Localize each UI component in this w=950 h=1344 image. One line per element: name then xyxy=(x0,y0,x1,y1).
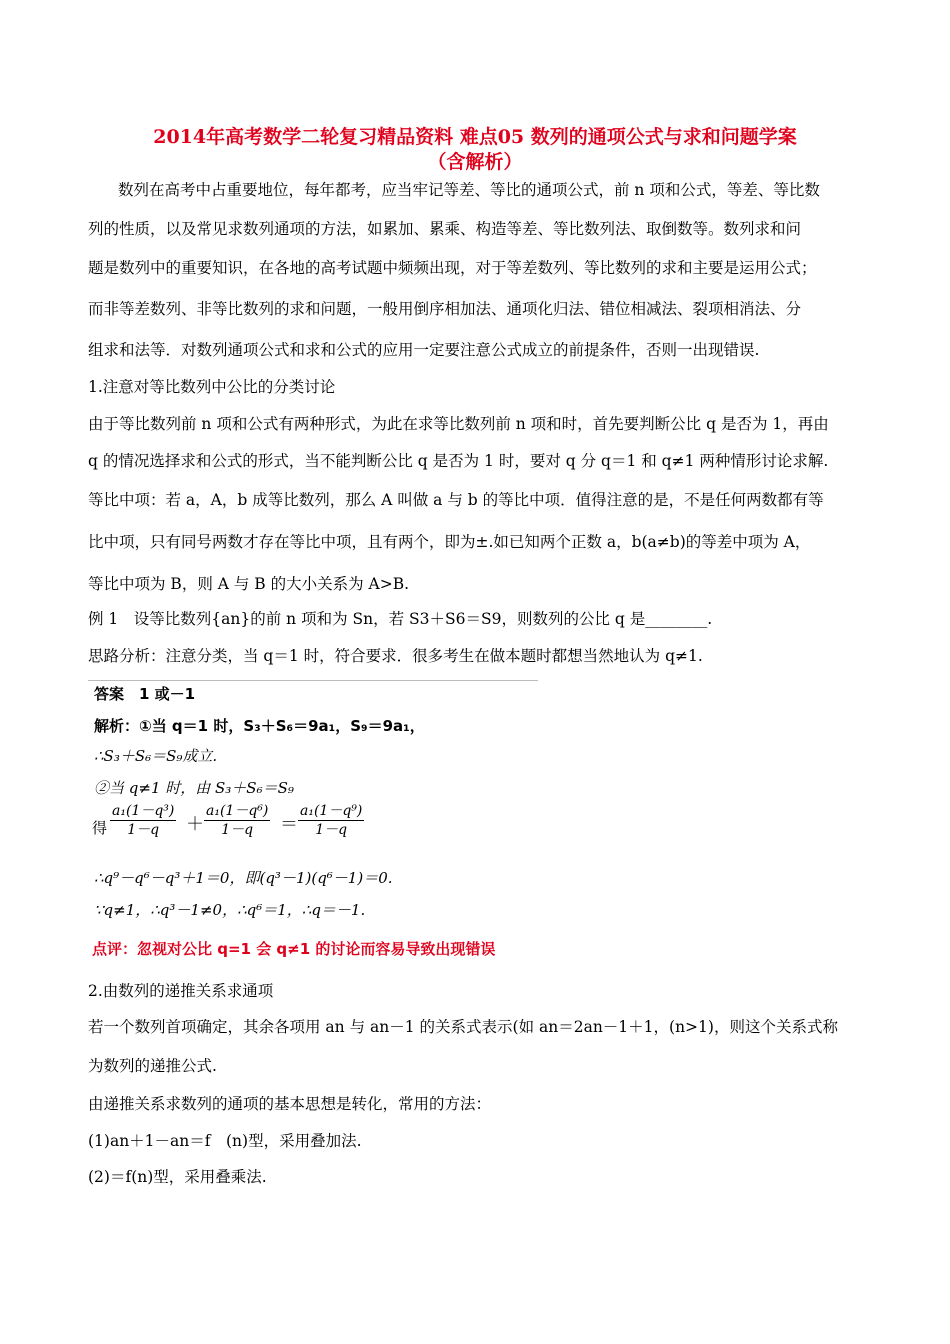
intro-line: 列的性质，以及常见求数列通项的方法，如累加、累乘、构造等差、等比数列法、取倒数等。数列求和问 xyxy=(88,220,802,238)
solution-line: ∵q≠1，∴q³－1≠0，∴q⁶＝1，∴q＝－1. xyxy=(94,901,366,919)
fraction-term xyxy=(204,802,270,839)
answer-image xyxy=(88,680,538,970)
fraction-denominator: 1－q xyxy=(127,822,160,838)
paragraph-line: 比中项，只有同号两数才存在等比中项，且有两个，即为±.如已知两个正数 a，b(a≠b)的等差中项为 A， xyxy=(88,533,811,551)
equals-sign: ＝ xyxy=(280,814,298,835)
document-title-subtitle: （含解析） xyxy=(427,151,523,173)
solution-de: 得 xyxy=(92,819,108,837)
fraction-term xyxy=(298,802,364,839)
intro-line: 而非等差数列、非等比数列的求和问题，一般用倒序相加法、通项化归法、错位相减法、裂项相消法、分 xyxy=(88,300,802,318)
solution-line: ∴S₃＋S₆＝S₉成立. xyxy=(94,747,218,765)
plus-sign: ＋ xyxy=(186,814,204,835)
intro-line: 数列在高考中占重要地位，每年都考，应当牢记等差、等比的通项公式，前 n 项和公式，等差、等比数 xyxy=(118,181,820,199)
fraction-numerator: a₁(1－q³) xyxy=(112,803,175,819)
answer-line: 答案 1 或－1 xyxy=(94,685,196,703)
paragraph-line: 由递推关系求数列的通项的基本思想是转化，常用的方法： xyxy=(88,1095,492,1113)
solution-line: 解析：①当 q＝1 时，S₃＋S₆＝9a₁，S₉＝9a₁， xyxy=(94,717,425,735)
solution-line: ②当 q≠1 时，由 S₃＋S₆＝S₉ xyxy=(94,779,294,797)
fraction-denominator: 1－q xyxy=(315,822,348,838)
section-heading: 2.由数列的递推关系求通项 xyxy=(88,982,274,1000)
section-heading: 1.注意对等比数列中公比的分类讨论 xyxy=(88,378,336,396)
fraction-denominator: 1－q xyxy=(221,822,254,838)
fraction-numerator: a₁(1－q⁹) xyxy=(300,803,363,819)
fraction-term xyxy=(110,802,176,839)
solution-line: ∴q⁹－q⁶－q³＋1＝0，即(q³－1)(q⁶－1)＝0. xyxy=(94,869,393,887)
document-title: 2014年高考数学二轮复习精品资料 难点05 数列的通项公式与求和问题学案 xyxy=(153,126,797,148)
paragraph-line: 为数列的递推公式. xyxy=(88,1057,217,1075)
intro-line: 题是数列中的重要知识，在各地的高考试题中频频出现，对于等差数列、等比数列的求和主要是运用公式； xyxy=(88,259,817,277)
paragraph-line: 由于等比数列前 n 项和公式有两种形式，为此在求等比数列前 n 项和时，首先要判断公比 q 是否为 1，再由 xyxy=(88,415,829,433)
analysis-line: 思路分析：注意分类，当 q＝1 时，符合要求．很多考生在做本题时都想当然地认为 q≠1. xyxy=(88,647,703,665)
paragraph-line: 等比中项为 B，则 A 与 B 的大小关系为 A>B. xyxy=(88,575,410,593)
intro-line: 组求和法等．对数列通项公式和求和公式的应用一定要注意公式成立的前提条件，否则一出现错误. xyxy=(88,341,760,359)
divider xyxy=(88,680,538,681)
paragraph-line: (1)an＋1－an＝f (n)型，采用叠加法. xyxy=(88,1132,362,1150)
paragraph-line: 若一个数列首项确定，其余各项用 an 与 an－1 的关系式表示(如 an＝2an－1＋1，(n>1)，则这个关系式称 xyxy=(88,1018,838,1036)
example-question: 例 1 设等比数列{an}的前 n 项和为 Sn，若 S3＋S6＝S9，则数列的公比 q 是________. xyxy=(88,610,713,628)
paragraph-line: q 的情况选择求和公式的形式，当不能判断公比 q 是否为 1 时，要对 q 分 q＝1 和 q≠1 两种情形讨论求解. xyxy=(88,452,829,470)
paragraph-line: (2)＝f(n)型，采用叠乘法. xyxy=(88,1168,267,1186)
comment-note: 点评：忽视对公比 q=1 会 q≠1 的讨论而容易导致出现错误 xyxy=(92,940,496,958)
paragraph-line: 等比中项：若 a，A，b 成等比数列，那么 A 叫做 a 与 b 的等比中项．值得注意的是，不是任何两数都有等 xyxy=(88,491,824,509)
fraction-numerator: a₁(1－q⁶) xyxy=(206,803,269,819)
